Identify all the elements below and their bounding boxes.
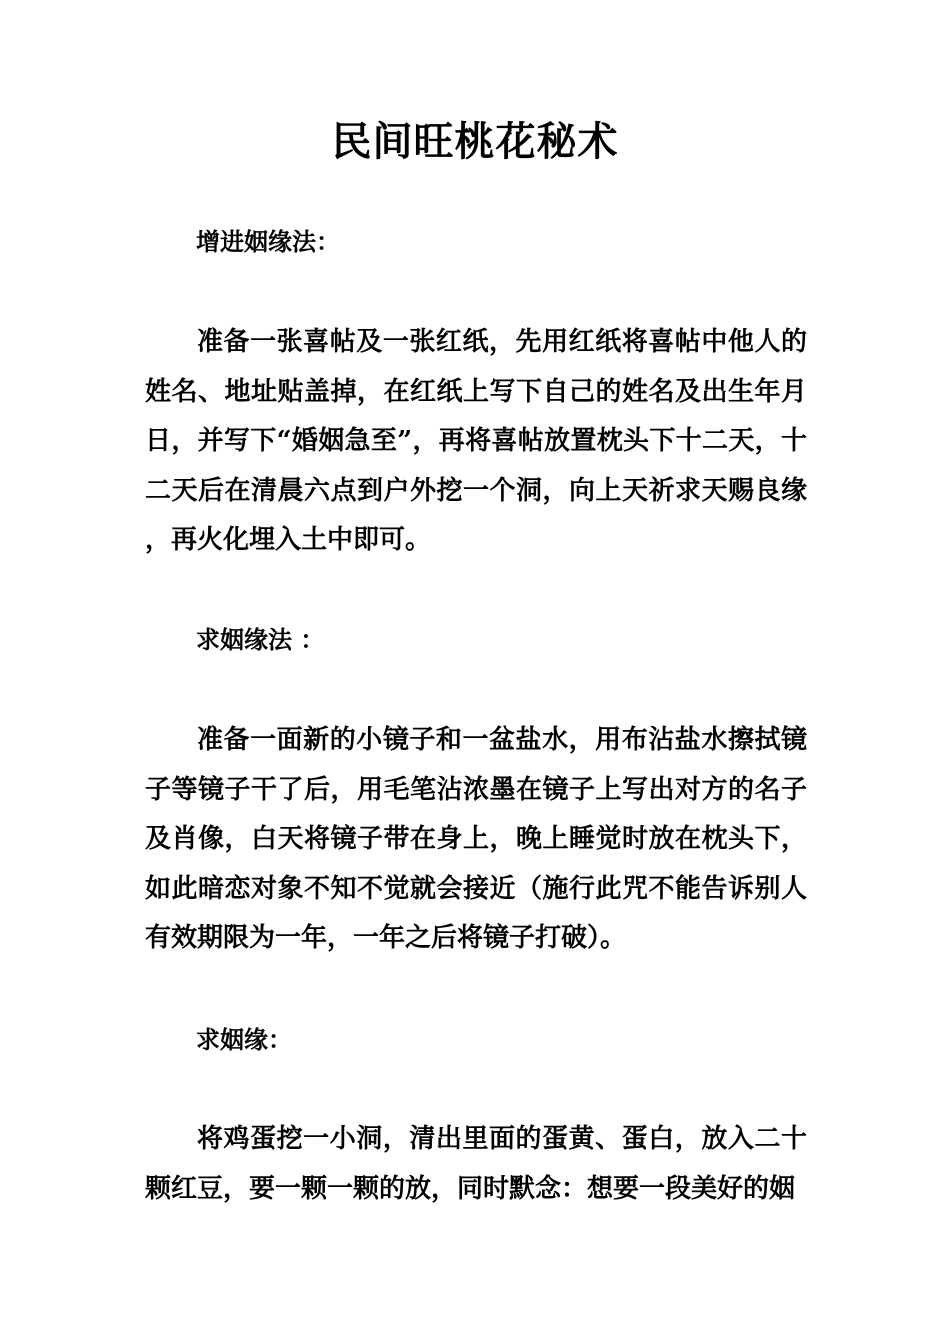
- section-body-3: 将鸡蛋挖一小洞，清出里面的蛋黄、蛋白，放入二十颗红豆，要一颗一颗的放，同时默念：想要一段美好的姻: [145, 1124, 807, 1204]
- section-heading-2: 求姻缘法 ：: [196, 625, 325, 654]
- page-title: 民间旺桃花秘术: [331, 118, 619, 165]
- section-heading-1: 增进姻缘法：: [196, 227, 340, 256]
- section-body-2: 准备一面新的小镜子和一盆盐水，用布沾盐水擦拭镜子等镜子干了后，用毛笔沾浓墨在镜子上写出对方的名子及肖像，白天将镜子带在身上，晚上睡觉时放在枕头下，如此暗恋对象不知不觉就会接近（施行此咒不能告诉别人有效期限为一年，一年之后将镜子打破）。: [145, 725, 807, 953]
- section-heading-3: 求姻缘：: [196, 1025, 292, 1054]
- section-body-1: 准备一张喜帖及一张红纸，先用红纸将喜帖中他人的姓名、地址贴盖掉，在红纸上写下自己的姓名及出生年月日，并写下“婚姻急至”，再将喜帖放置枕头下十二天，十二天后在清晨六点到户外挖一个洞，向上天祈求天赐良缘，再火化埋入土中即可。: [145, 327, 807, 555]
